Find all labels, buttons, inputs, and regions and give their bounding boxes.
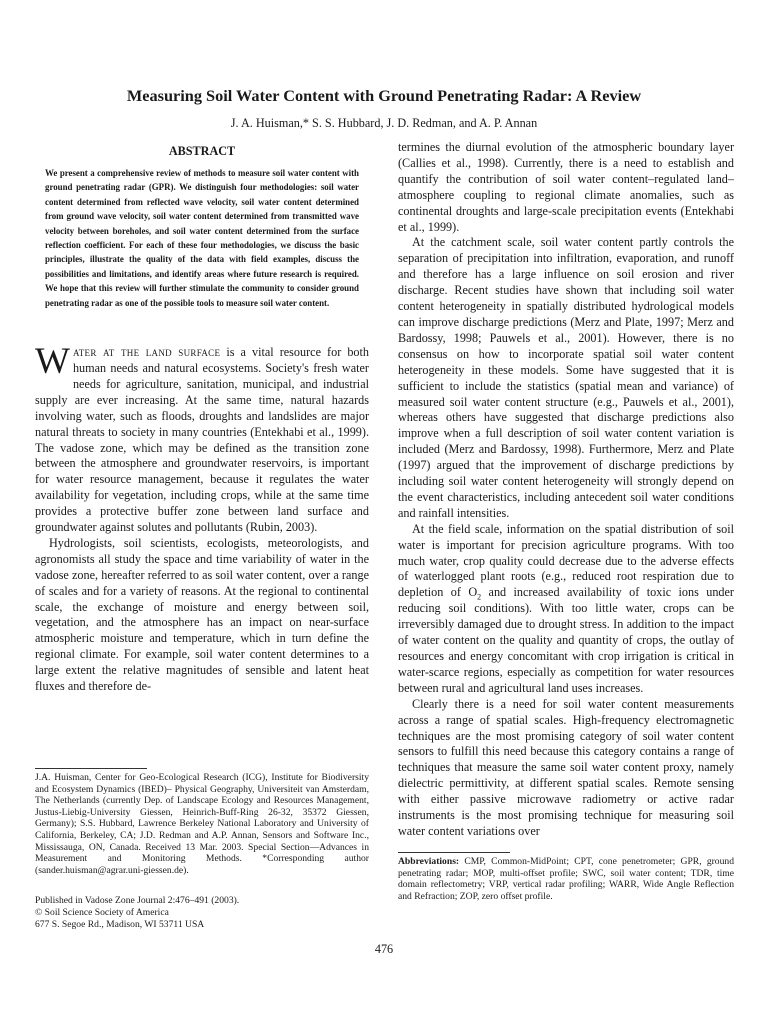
intro-small-caps: ater at the land surface — [72, 345, 221, 360]
abbreviations-rule — [398, 852, 510, 853]
oxygen-subscript: 2 — [477, 592, 482, 602]
publication-line-2: © Soil Science Society of America — [35, 907, 169, 919]
footnote-rule — [35, 768, 147, 769]
right-paragraph-3 — [398, 522, 734, 697]
right-paragraph-3-end: and increased availability of toxic ions under reducing soil conditions). With too little water, crops can be irreversibly damaged due to drought stress. In addition to the impact of water content on the quality and quantity of crops, the outlay of resources and energy concomitant with crop irrigation is critical in water-scarce regions, especially as competition for water resources between rural and agricultural land uses increases. — [398, 585, 734, 695]
affiliation-footnote: J.A. Huisman, Center for Geo-Ecological Research (ICG), Institute for Biodiversity and Ecosystem Dynamics (IBED)– Physical Geography, Universiteit van Amsterdam, The Netherlands (currently Dep. of Landscape Ecology and Resources Management, Justus-Liebig-University Giessen, Heinrich-Buff-Ring 26-32, 35372 Giessen, Germany); S.S. Hubbard, Lawrence Berkeley National Laboratory and University of California, Berkeley, CA; J.D. Redman and A.P. Annan, Sensors and Software Inc., Mississauga, ON, Canada. Received 13 Mar. 2003. Special Section—Advances in Measurement and Monitoring Methods. *Corresponding author (sander.huisman@agrar.uni-giessen.de). — [35, 772, 369, 876]
publication-line-1: Published in Vadose Zone Journal 2:476–491 (2003). — [35, 895, 240, 906]
abbreviations-note — [398, 856, 734, 902]
publication-info — [35, 895, 369, 932]
drop-cap: W — [35, 341, 70, 383]
abbreviations-text: CMP, Common-MidPoint; CPT, cone penetrometer; GPR, ground penetrating radar; MOP, multi-offset profile; SWC, soil water content; TDR, time domain reflectometry; VRP, vertical radar profiling; WARR, Wide Angle Reflection and Refraction; ZOP, zero offset profile. — [398, 856, 734, 902]
right-paragraph-3-start: At the field scale, information on the spatial distribution of soil water is important for precision agriculture programs. With too much water, crop quality could decrease due to the adverse effects of waterlogged plant roots (e.g., reduced root respiration due to depletion of O — [398, 521, 734, 600]
right-column — [398, 140, 734, 840]
affiliation-footnote-block — [35, 768, 369, 876]
intro-text: is a vital resource for both human needs and natural ecosystems. Society's fresh water needs for agriculture, sanitation, municipal, and industrial supply are ever increasing. At the same time, natural hazards involving water, such as floods, droughts and landslides are major natural threats to society in many countries (Entekhabi et al., 1999). The vadose zone, which may be defined as the transition zone between the atmosphere and groundwater reservoirs, is important for water resource management, because it regulates the water availability for vegetation, including crops, while at the same time provides a protective buffer zone between land surface and groundwater against solutes and pollutants (Rubin, 2003). — [35, 345, 369, 535]
publication-line-3: 677 S. Segoe Rd., Madison, WI 53711 USA — [35, 919, 205, 931]
left-paragraph-2: Hydrologists, soil scientists, ecologists, meteorologists, and agronomists all study the space and time variability of water in the vadose zone, hereafter referred to as soil water content, over a range of scales and for a variety of reasons. At the regional to continental scale, the exchange of moisture and energy between soil, vegetation, and the atmosphere has an impact on near-surface atmospheric moisture and temperature, which in turn define the regional climate. For example, soil water content determines to a large extent the relative magnitudes of sensible and latent heat fluxes and therefore de- — [35, 535, 369, 694]
right-paragraph-2: At the catchment scale, soil water content partly controls the separation of precipitation into infiltration, evaporation, and runoff and therefore has a large influence on soil erosion and river discharge. Recent studies have shown that including soil water content heterogeneity in spatially distributed hydrological models can improve discharge predictions (Merz and Plate, 1997; Merz and Bardossy, 1998; Pauwels et al., 2001). However, there is no consensus on how to incorporate spatial soil water content heterogeneity in these models. Some have suggested that it is sufficient to include the statistics (spatial mean and variance) of measured soil water content structure (e.g., Pauwels et al., 2001), whereas others have suggested that discharge predictions also improve when a full description of soil water content variation is included (Merz and Bardossy, 1998). Furthermore, Merz and Plate (1997) argued that the improvement of discharge predictions by including soil water content heterogeneity will strongly depend on the event characteristics, including antecedent soil water conditions and rainfall intensities. — [398, 235, 734, 520]
abbreviations-label: Abbreviations: — [398, 856, 460, 867]
abstract-heading: ABSTRACT — [168, 144, 236, 158]
paper-title: Measuring Soil Water Content with Ground Penetrating Radar: A Review — [126, 86, 642, 105]
abbreviations-block — [398, 852, 734, 902]
right-paragraph-4: Clearly there is a need for soil water content measurements across a range of spatial scales. High-frequency electromagnetic techniques are the most promising category of soil water content sensors to fulfill this need because this category contains a range of techniques that measure the same soil water content proxy, namely dielectric permittivity, at different spatial scales. Remote sensing with either passive microwave radiometry or active radar instruments is the most promising technique for measuring soil water content variations over — [398, 696, 734, 838]
right-paragraph-1: termines the diurnal evolution of the atmospheric boundary layer (Callies et al., 1998). Currently, there is a need to establish and quantify the contribution of soil water content–regulated land–atmosphere coupling to regional climate anomalies, such as continental droughts and large-scale precipitation events (Entekhabi et al., 1999). — [398, 140, 734, 234]
author-list: J. A. Huisman,* S. S. Hubbard, J. D. Redman, and A. P. Annan — [230, 116, 538, 130]
intro-paragraph — [35, 341, 369, 536]
page-number: 476 — [374, 942, 394, 956]
left-column — [35, 140, 369, 695]
abstract-text: We present a comprehensive review of methods to measure soil water content with ground penetrating radar (GPR). We distinguish four methodologies: soil water content determined from reflected wave velocity, soil water content determined from ground wave velocity, soil water content determined from transmitted wave velocity between boreholes, and soil water content determined from the surface reflection coefficient. For each of these four methodologies, we discuss the basic principles, illustrate the quality of the data with field examples, discuss the possibilities and limitations, and identify areas where future research is required. We hope that this review will further stimulate the community to consider ground penetrating radar as one of the possible tools to measure soil water content. — [45, 168, 359, 308]
